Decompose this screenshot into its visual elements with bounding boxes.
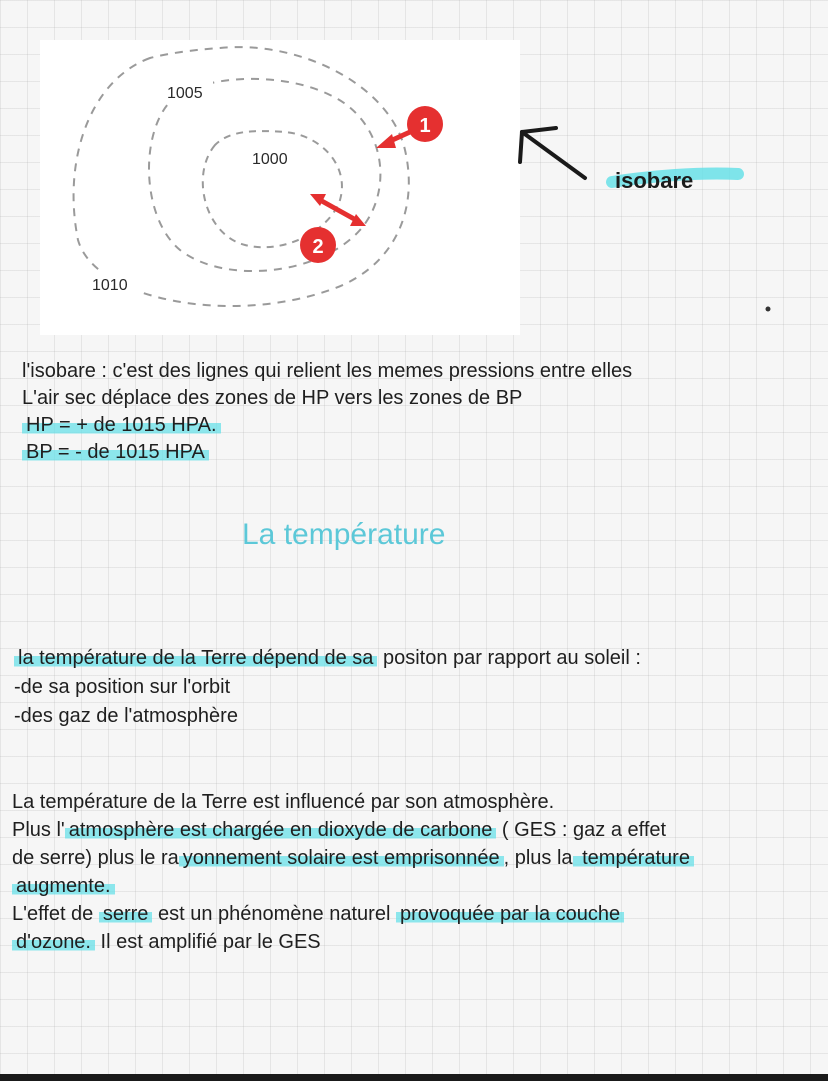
paragraph-1-line-2: -de sa position sur l'orbit xyxy=(14,676,231,698)
text-span: Il est amplifié par le GES xyxy=(95,931,321,953)
text-span: ( GES : gaz a effet xyxy=(496,819,667,841)
paragraph-1-line-3: -des gaz de l'atmosphère xyxy=(14,705,238,727)
paragraph-2 xyxy=(12,788,694,956)
highlight-span: yonnement solaire est emprisonnée xyxy=(179,847,504,869)
paragraph-1-line-1 xyxy=(14,644,641,673)
isobar-diagram xyxy=(0,0,828,340)
text-span: Plus l' xyxy=(12,819,65,841)
text-span: , plus la xyxy=(503,847,573,869)
bp-definition: BP = - de 1015 HPA xyxy=(22,441,209,463)
marker-1-number: 1 xyxy=(419,115,431,137)
isobare-word: isobare xyxy=(615,168,694,193)
paragraph-1-text: positon par rapport au soleil : xyxy=(377,647,641,669)
paragraph-2-line-5 xyxy=(12,900,694,928)
highlight-span: augmente. xyxy=(12,875,115,897)
text-span: est un phénomène naturel xyxy=(152,903,396,925)
bottom-edge xyxy=(0,1074,828,1081)
definition-line-2: L'air sec déplace des zones de HP vers les zones de BP xyxy=(22,387,523,409)
paragraph-1 xyxy=(14,644,641,731)
paragraph-2-line-2 xyxy=(12,816,694,844)
text-span: de serre) plus le ra xyxy=(12,847,179,869)
isobar-line-1010 xyxy=(74,47,409,306)
definition-line-4 xyxy=(22,439,632,466)
definitions-block xyxy=(22,358,632,466)
isobar-line-1005 xyxy=(149,79,380,271)
marker-2 xyxy=(300,194,366,263)
hp-definition: HP = + de 1015 HPA. xyxy=(22,414,221,436)
isobar-label-1000: 1000 xyxy=(252,151,288,168)
marker-2-number: 2 xyxy=(312,236,324,258)
paragraph-2-line-4 xyxy=(12,872,694,900)
text-span: L'effet de xyxy=(12,903,99,925)
paragraph-2-line-6 xyxy=(12,928,694,956)
highlight-span: température xyxy=(573,847,694,869)
isobar-label-1010: 1010 xyxy=(92,277,128,294)
section-title: La température xyxy=(242,518,446,551)
highlight-span: d'ozone. xyxy=(12,931,95,953)
pointer-arrow xyxy=(520,128,585,178)
definition-line-1: l'isobare : c'est des lignes qui relient les memes pressions entre elles xyxy=(22,360,633,382)
highlight-span: atmosphère est chargée en dioxyde de carbone xyxy=(65,819,497,841)
definition-line-3 xyxy=(22,412,632,439)
highlight-span: serre xyxy=(99,903,153,925)
isobar-label-1005: 1005 xyxy=(167,85,203,102)
paragraph-2-line-1: La température de la Terre est influencé par son atmosphère. xyxy=(12,791,555,813)
highlight-span: provoquée par la couche xyxy=(396,903,624,925)
paragraph-1-highlight: la température de la Terre dépend de sa xyxy=(14,647,377,669)
paragraph-2-line-3 xyxy=(12,844,694,872)
